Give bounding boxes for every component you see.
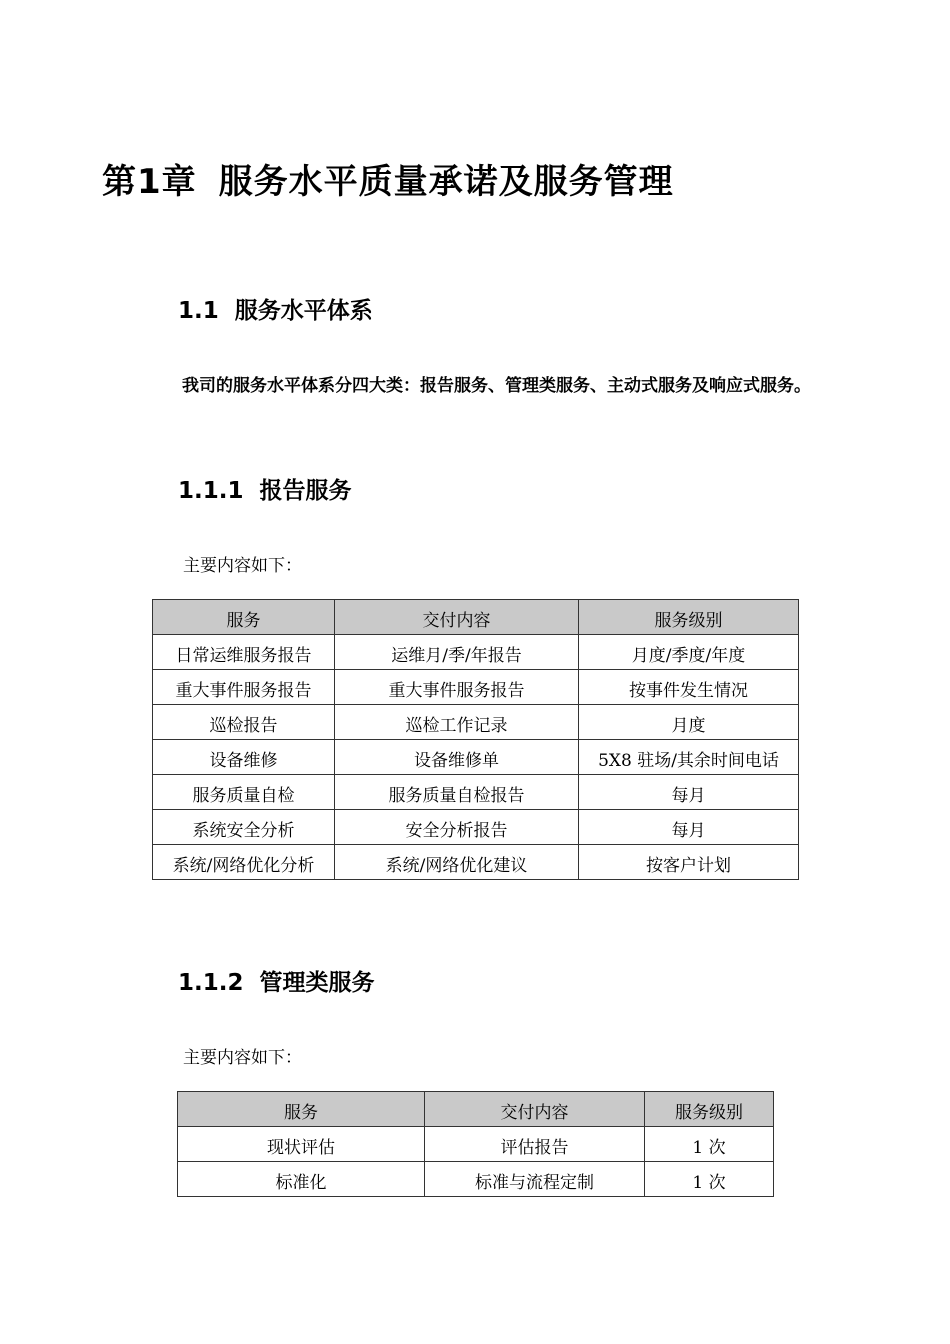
cell: 系统/网络优化建议 — [335, 845, 579, 880]
cell: 系统/网络优化分析 — [153, 845, 335, 880]
table-row — [153, 740, 799, 775]
table-row — [153, 670, 799, 705]
report-services-table — [152, 599, 799, 880]
cell: 现状评估 — [178, 1127, 425, 1162]
cell: 重大事件服务报告 — [153, 670, 335, 705]
table-row — [178, 1127, 774, 1162]
cell: 日常运维服务报告 — [153, 635, 335, 670]
cell: 巡检报告 — [153, 705, 335, 740]
subsection-title: 管理类服务 — [259, 970, 375, 996]
subsection-title: 报告服务 — [259, 478, 352, 504]
table-row — [153, 635, 799, 670]
cell: 月度 — [579, 705, 799, 740]
cell: 标准与流程定制 — [425, 1162, 645, 1197]
header-cell: 交付内容 — [425, 1092, 645, 1127]
cell: 系统安全分析 — [153, 810, 335, 845]
header-cell: 服务级别 — [645, 1092, 774, 1127]
chapter-number: 第1章 — [102, 162, 197, 202]
cell: 标准化 — [178, 1162, 425, 1197]
section-number: 1.1 — [178, 298, 219, 324]
cell: 巡检工作记录 — [335, 705, 579, 740]
header-cell: 服务 — [153, 600, 335, 635]
cell: 评估报告 — [425, 1127, 645, 1162]
chapter-title: 服务水平质量承诺及服务管理 — [218, 162, 674, 202]
cell: 服务质量自检 — [153, 775, 335, 810]
table-row — [153, 775, 799, 810]
cell: 每月 — [579, 810, 799, 845]
management-services-table — [177, 1091, 774, 1197]
subsection-number: 1.1.1 — [178, 478, 244, 504]
table-row — [153, 810, 799, 845]
cell: 按事件发生情况 — [579, 670, 799, 705]
cell: 月度/季度/年度 — [579, 635, 799, 670]
cell: 安全分析报告 — [335, 810, 579, 845]
cell: 按客户计划 — [579, 845, 799, 880]
cell: 1 次 — [645, 1162, 774, 1197]
table-intro-report: 主要内容如下： — [183, 556, 302, 576]
subsection-number: 1.1.2 — [178, 970, 244, 996]
cell: 重大事件服务报告 — [335, 670, 579, 705]
section-paragraph: 我司的服务水平体系分四大类：报告服务、管理类服务、主动式服务及响应式服务。 — [182, 376, 811, 396]
cell: 服务质量自检报告 — [335, 775, 579, 810]
header-cell: 交付内容 — [335, 600, 579, 635]
subsection-heading-report — [178, 472, 352, 505]
header-cell: 服务 — [178, 1092, 425, 1127]
table-header-row — [178, 1092, 774, 1127]
cell: 运维月/季/年报告 — [335, 635, 579, 670]
header-cell: 服务级别 — [579, 600, 799, 635]
cell: 设备维修 — [153, 740, 335, 775]
cell: 5X8 驻场/其余时间电话 — [579, 740, 799, 775]
table-header-row — [153, 600, 799, 635]
section-title: 服务水平体系 — [234, 298, 373, 324]
cell: 1 次 — [645, 1127, 774, 1162]
table-row — [153, 705, 799, 740]
cell: 设备维修单 — [335, 740, 579, 775]
cell: 每月 — [579, 775, 799, 810]
subsection-heading-management — [178, 964, 375, 997]
table-row — [178, 1162, 774, 1197]
table-intro-management: 主要内容如下： — [183, 1048, 302, 1068]
table-row — [153, 845, 799, 880]
chapter-heading — [102, 154, 674, 203]
section-heading — [178, 292, 373, 325]
